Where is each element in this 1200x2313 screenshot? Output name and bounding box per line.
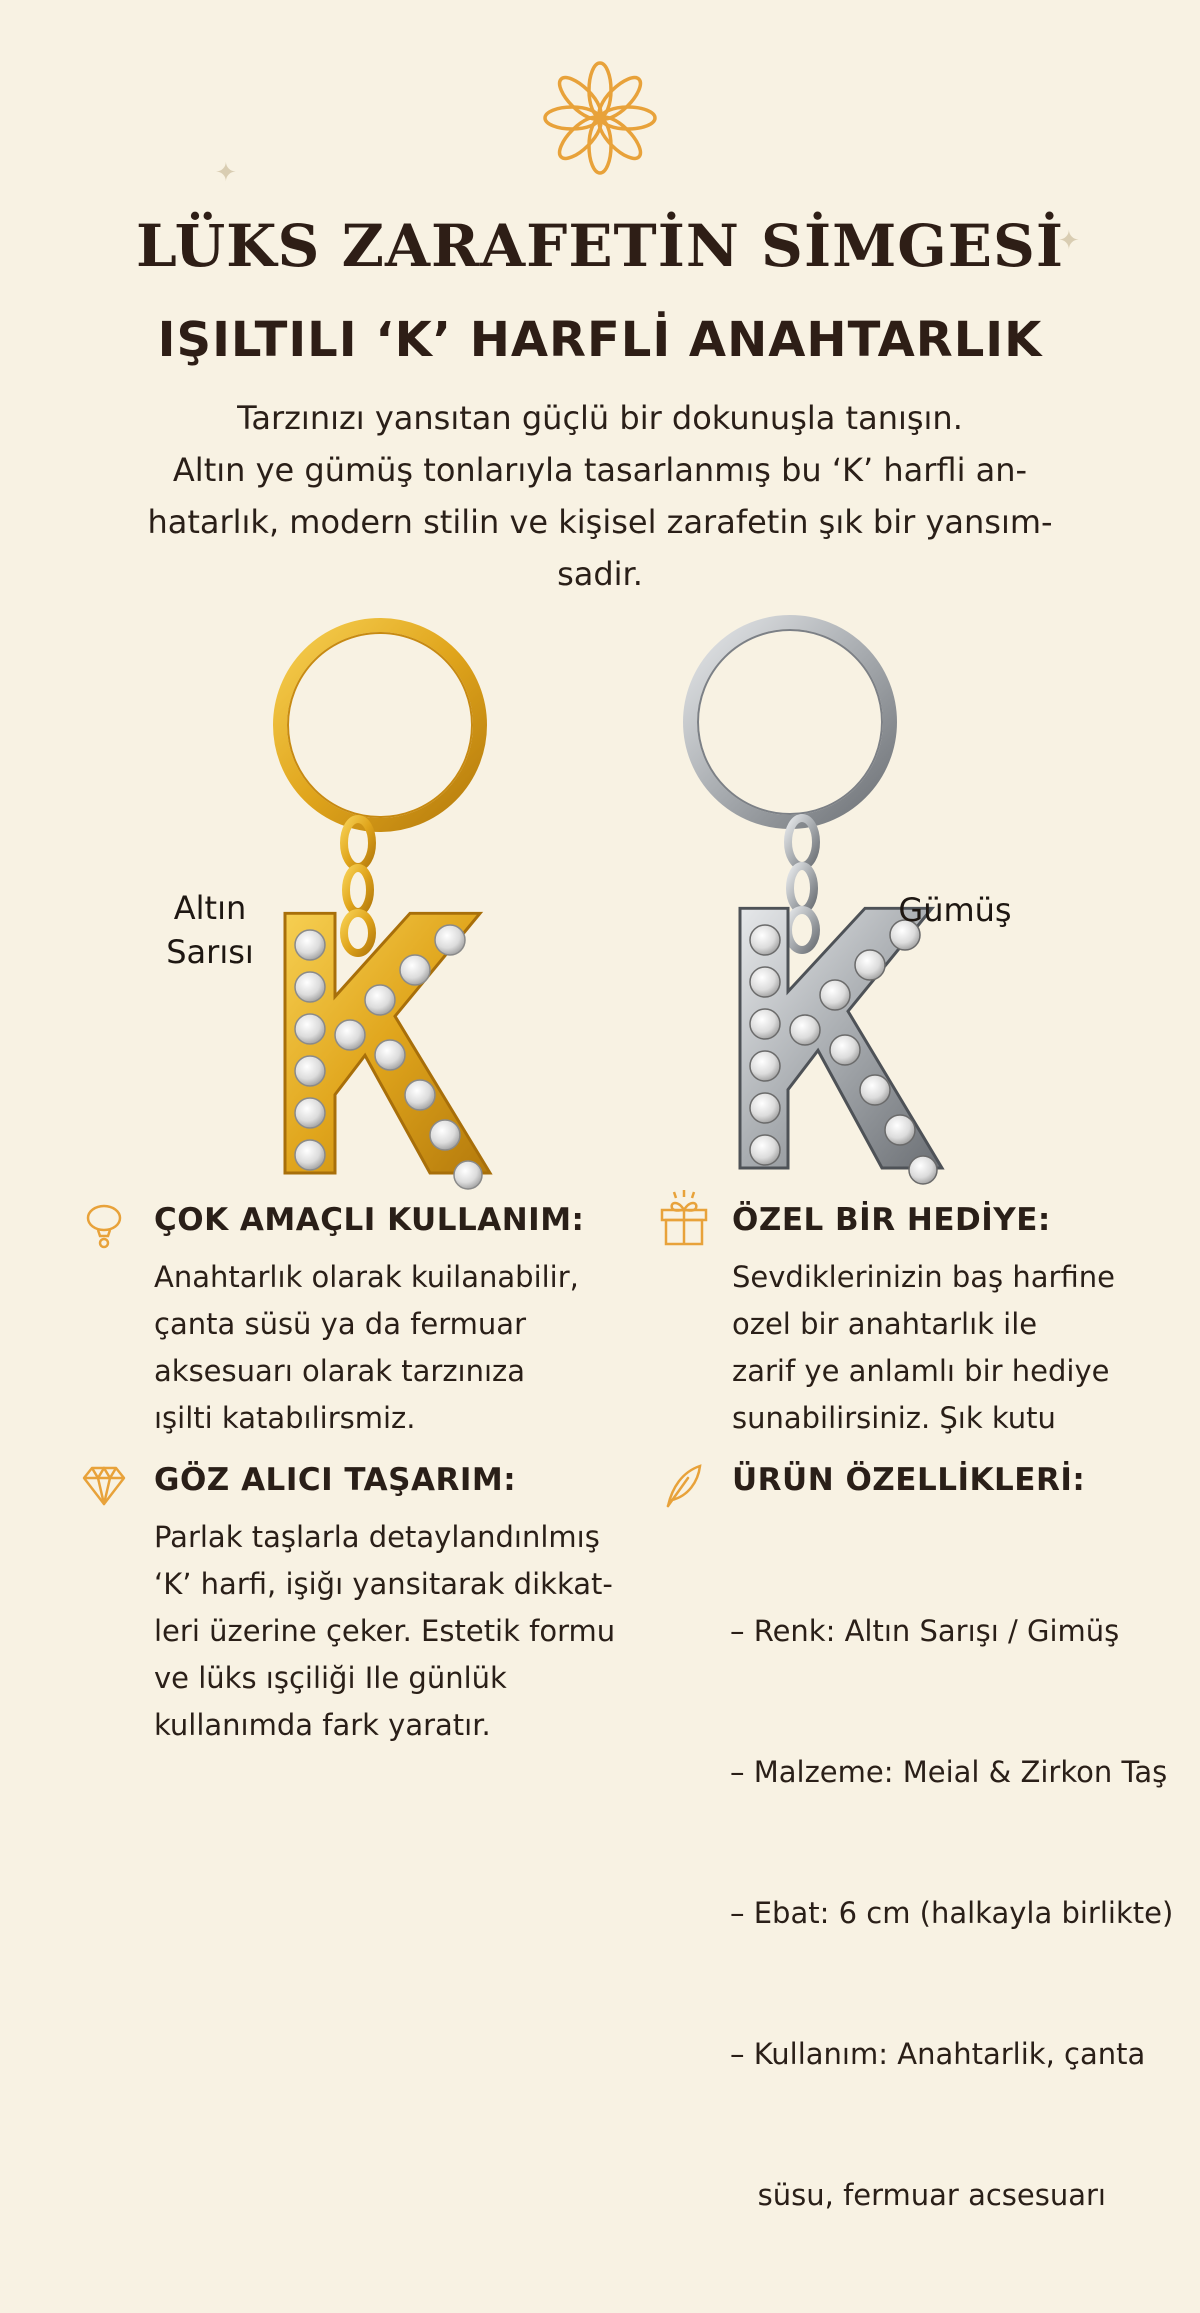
feature-title: ÖZEL BİR HEDİYE: <box>732 1202 1051 1238</box>
silver-variant-label: Gümüş <box>898 891 1012 929</box>
lightbulb-icon <box>80 1202 128 1250</box>
intro-line: hatarlık, modern stilin ve kişisel zarafetin şık bir yansım- <box>147 503 1053 541</box>
sparkle-icon: ✦ <box>1058 226 1080 256</box>
intro-line: Altın ye gümüş tonlarıyla tasarlanmış bu ‘K’ harfli an- <box>172 451 1028 489</box>
feature-design <box>80 1462 640 1752</box>
intro-line: sadir. <box>557 555 643 593</box>
feather-icon <box>658 1462 706 1510</box>
feature-multi-use <box>80 1202 585 1452</box>
page-subtitle: IŞILTILI ‘K’ HARFLİ ANAHTARLIK <box>157 312 1043 368</box>
gold-keychain-image <box>240 615 540 1205</box>
feature-specs <box>658 1462 1178 2212</box>
diamond-icon <box>80 1462 128 1510</box>
feature-body: Sevdiklerinizin baş harfine ozel bir anahtarlık ile zarif ye anlamlı bir hediye sunabilirsiniz. Şık kutu <box>732 1260 1115 1435</box>
feature-title: ÜRÜN ÖZELLİKLERİ: <box>732 1462 1086 1498</box>
intro-line: Tarzınızı yansıtan güçlü bir dokunuşla tanışın. <box>237 399 963 437</box>
page-title: LÜKS ZARAFETİN SİMGESİ <box>135 212 1065 280</box>
gold-variant-label: Altın Sarısı <box>166 889 254 971</box>
feature-title: GÖZ ALICI TAŞARIM: <box>154 1462 517 1498</box>
sparkle-icon: ✦ <box>215 158 237 188</box>
feature-body: Parlak taşlarla detaylandınlmış ‘K’ harfi, işiğı yansitarak dikkat- leri üzerine çeker. Estetik formu ve lüks ışçiliği Ile günlük kullanımda fark yaratır. <box>154 1520 616 1742</box>
feature-gift <box>658 1202 1158 1452</box>
intro-paragraph <box>100 392 1100 600</box>
flower-ornament-icon <box>540 58 660 178</box>
feature-body: Anahtarlık olarak kuilanabilir, çanta süsü ya da fermuar aksesuarı olarak tarzınıza ışilti katabılirsmiz. <box>154 1260 579 1435</box>
feature-title: ÇOK AMAÇLI KULLANIM: <box>154 1202 585 1238</box>
feature-body: – Renk: Altın Sarışı / Gimüş – Malzeme: Meial & Zirkon Taş – Ebat: 6 cm (halkayla birlikte) – Kullanım: Anahtarlik, çanta süsu, fermuar acsesuarı <box>730 1614 1174 2212</box>
gift-icon <box>658 1188 710 1248</box>
